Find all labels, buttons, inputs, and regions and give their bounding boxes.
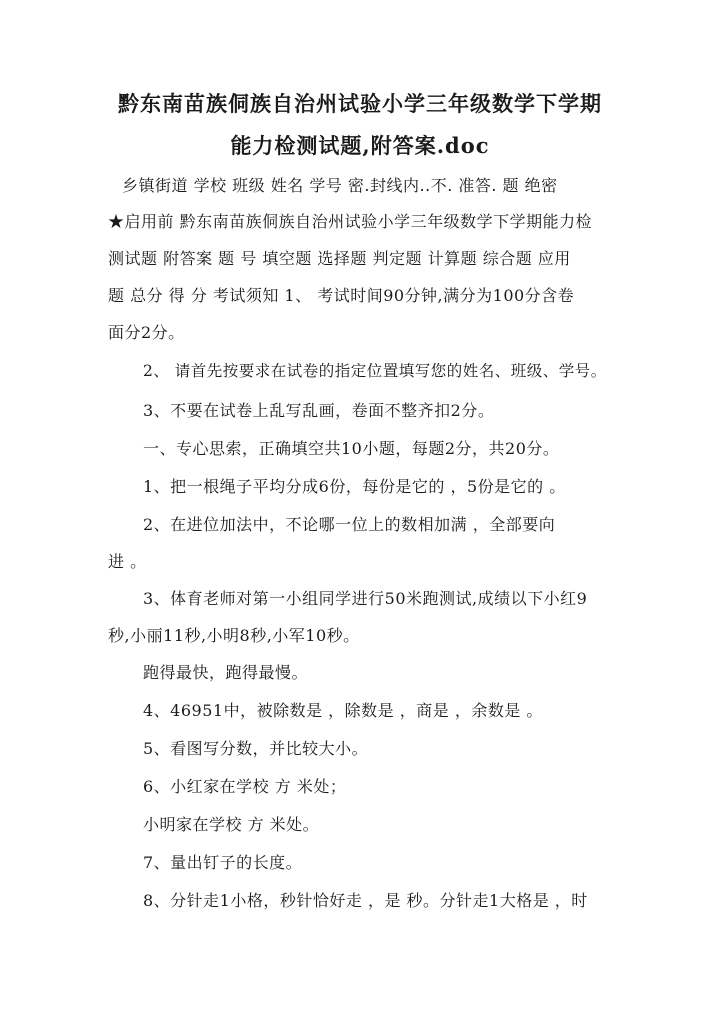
question-1: 1、把一根绳子平均分成6份，每份是它的 ，5份是它的 。 — [143, 477, 566, 496]
header-line-5: 面分2分。 — [108, 323, 185, 342]
header-line-1: 乡镇街道 学校 班级 姓名 学号 密.封线内..不. 准答. 题 绝密 — [122, 176, 558, 195]
question-3-line-3: 跑得最快，跑得最慢。 — [143, 663, 309, 682]
section-1-heading: 一、专心思索，正确填空共10小题，每题2分，共20分。 — [143, 439, 560, 458]
question-7: 7、量出钉子的长度。 — [143, 853, 303, 872]
notice-3: 3、不要在试卷上乱写乱画，卷面不整齐扣2分。 — [143, 401, 495, 420]
document-title-line-1: 黔东南苗族侗族自治州试验小学三年级数学下学期 — [118, 91, 602, 116]
document-title-line-2: 能力检测试题,附答案.doc — [230, 133, 490, 158]
question-3-line-1: 3、体育老师对第一小组同学进行50米跑测试,成绩以下小红9 — [143, 589, 588, 608]
question-8: 8、分针走1小格，秒针恰好走 ，是 秒。分针走1大格是 ，时 — [143, 891, 588, 910]
header-line-2: ★启用前 黔东南苗族侗族自治州试验小学三年级数学下学期能力检 — [108, 212, 593, 231]
header-line-4: 题 总分 得 分 考试须知 1、 考试时间90分钟,满分为100分含卷 — [108, 286, 575, 305]
question-4: 4、46951中，被除数是 ，除数是 ，商是 ，余数是 。 — [143, 701, 543, 720]
header-line-3: 测试题 附答案 题 号 填空题 选择题 判定题 计算题 综合题 应用 — [108, 249, 571, 268]
notice-2: 2、 请首先按要求在试卷的指定位置填写您的姓名、班级、学号。 — [143, 362, 607, 380]
question-3-line-2: 秒,小丽11秒,小明8秒,小军10秒。 — [108, 626, 360, 645]
question-6-line-1: 6、小红家在学校 方 米处； — [143, 777, 347, 796]
question-2-line-1: 2、在进位加法中，不论哪一位上的数相加满 ，全部要向 — [143, 515, 556, 534]
question-2-line-2: 进 。 — [108, 552, 147, 571]
question-5: 5、看图写分数，并比较大小。 — [143, 739, 369, 758]
question-6-line-2: 小明家在学校 方 米处。 — [143, 815, 320, 834]
